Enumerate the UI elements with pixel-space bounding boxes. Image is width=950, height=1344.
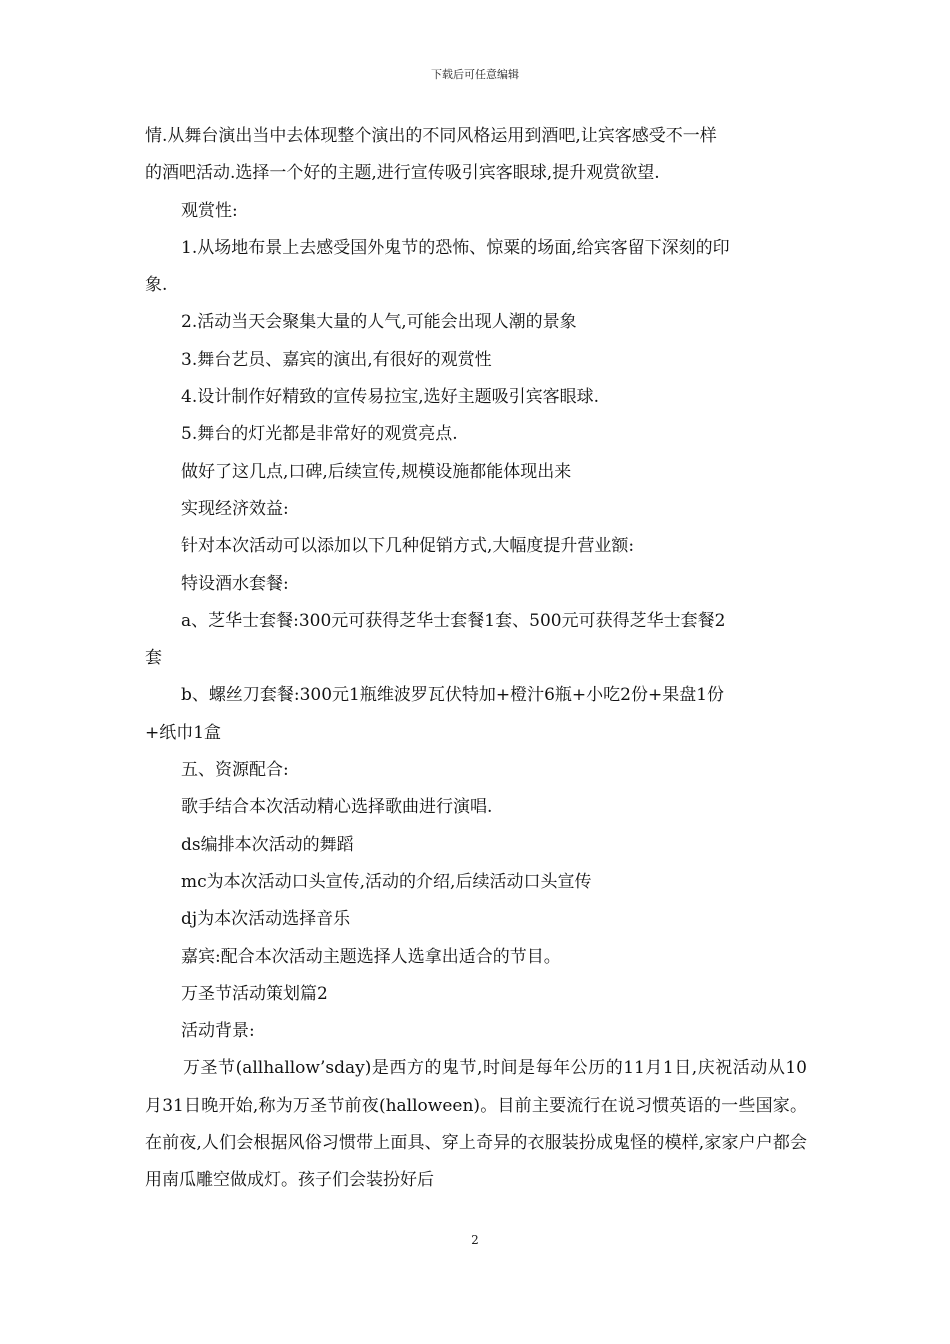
text-line: 活动背景: [181, 1021, 255, 1042]
text-line: 1.从场地布景上去感受国外鬼节的恐怖、惊粟的场面,给宾客留下深刻的印 [181, 237, 730, 258]
text-line: 情.从舞台演出当中去体现整个演出的不同风格运用到酒吧,让宾客感受不一样 [145, 126, 717, 146]
text-line: 3.舞台艺员、嘉宾的演出,有很好的观赏性 [181, 349, 492, 370]
text-line: 的酒吧活动.选择一个好的主题,进行宣传吸引宾客眼球,提升观赏欲望. [145, 163, 660, 184]
body-lines [145, 118, 807, 1050]
text-line: 嘉宾:配合本次活动主题选择人选拿出适合的节目。 [181, 946, 561, 967]
text-line: 象. [145, 275, 168, 296]
final-paragraph [145, 1050, 807, 1199]
text-line: mc为本次活动口头宣传,活动的介绍,后续活动口头宣传 [181, 871, 592, 892]
text-line: 5.舞台的灯光都是非常好的观赏亮点. [181, 424, 458, 445]
text-line: 歌手结合本次活动精心选择歌曲进行演唱. [181, 797, 493, 818]
text-line: 万圣节活动策划篇2 [181, 983, 328, 1004]
text-line: dj为本次活动选择音乐 [181, 909, 351, 930]
text-line: 观赏性: [181, 200, 238, 221]
paragraph-text: 万圣节(allhallow’sday)是西方的鬼节,时间是每年公历的11月1日,庆祝活动从10月31日晚开始,称为万圣节前夜(halloween)。目前主要流行在说习惯英语的一些国家。在前夜,人们会根据风俗习惯带上面具、穿上奇异的衣服装扮成鬼怪的模样,家家户户都会用南瓜雕空做成灯。孩子们会装扮好后 [145, 1058, 807, 1191]
text-line: 五、资源配合: [181, 760, 289, 781]
text-line: 针对本次活动可以添加以下几种促销方式,大幅度提升营业额: [181, 536, 635, 557]
page-header: 下载后可任意编辑 [431, 68, 519, 81]
text-line: b、螺丝刀套餐:300元1瓶维波罗瓦伏特加+橙汁6瓶+小吃2份+果盘1份 [181, 685, 725, 706]
text-line: ds编排本次活动的舞蹈 [181, 834, 354, 855]
page-number: 2 [471, 1233, 479, 1247]
text-line: 做好了这几点,口碑,后续宣传,规模设施都能体现出来 [181, 461, 572, 482]
text-line: +纸巾1盒 [145, 722, 222, 743]
document-body [145, 118, 807, 1200]
text-line: a、芝华士套餐:300元可获得芝华士套餐1套、500元可获得芝华士套餐2 [181, 610, 726, 631]
text-line: 特设酒水套餐: [181, 573, 289, 594]
text-line: 套 [145, 648, 162, 669]
text-line: 2.活动当天会聚集大量的人气,可能会出现人潮的景象 [181, 312, 577, 333]
text-line: 实现经济效益: [181, 498, 289, 519]
text-line: 4.设计制作好精致的宣传易拉宝,选好主题吸引宾客眼球. [181, 387, 600, 408]
